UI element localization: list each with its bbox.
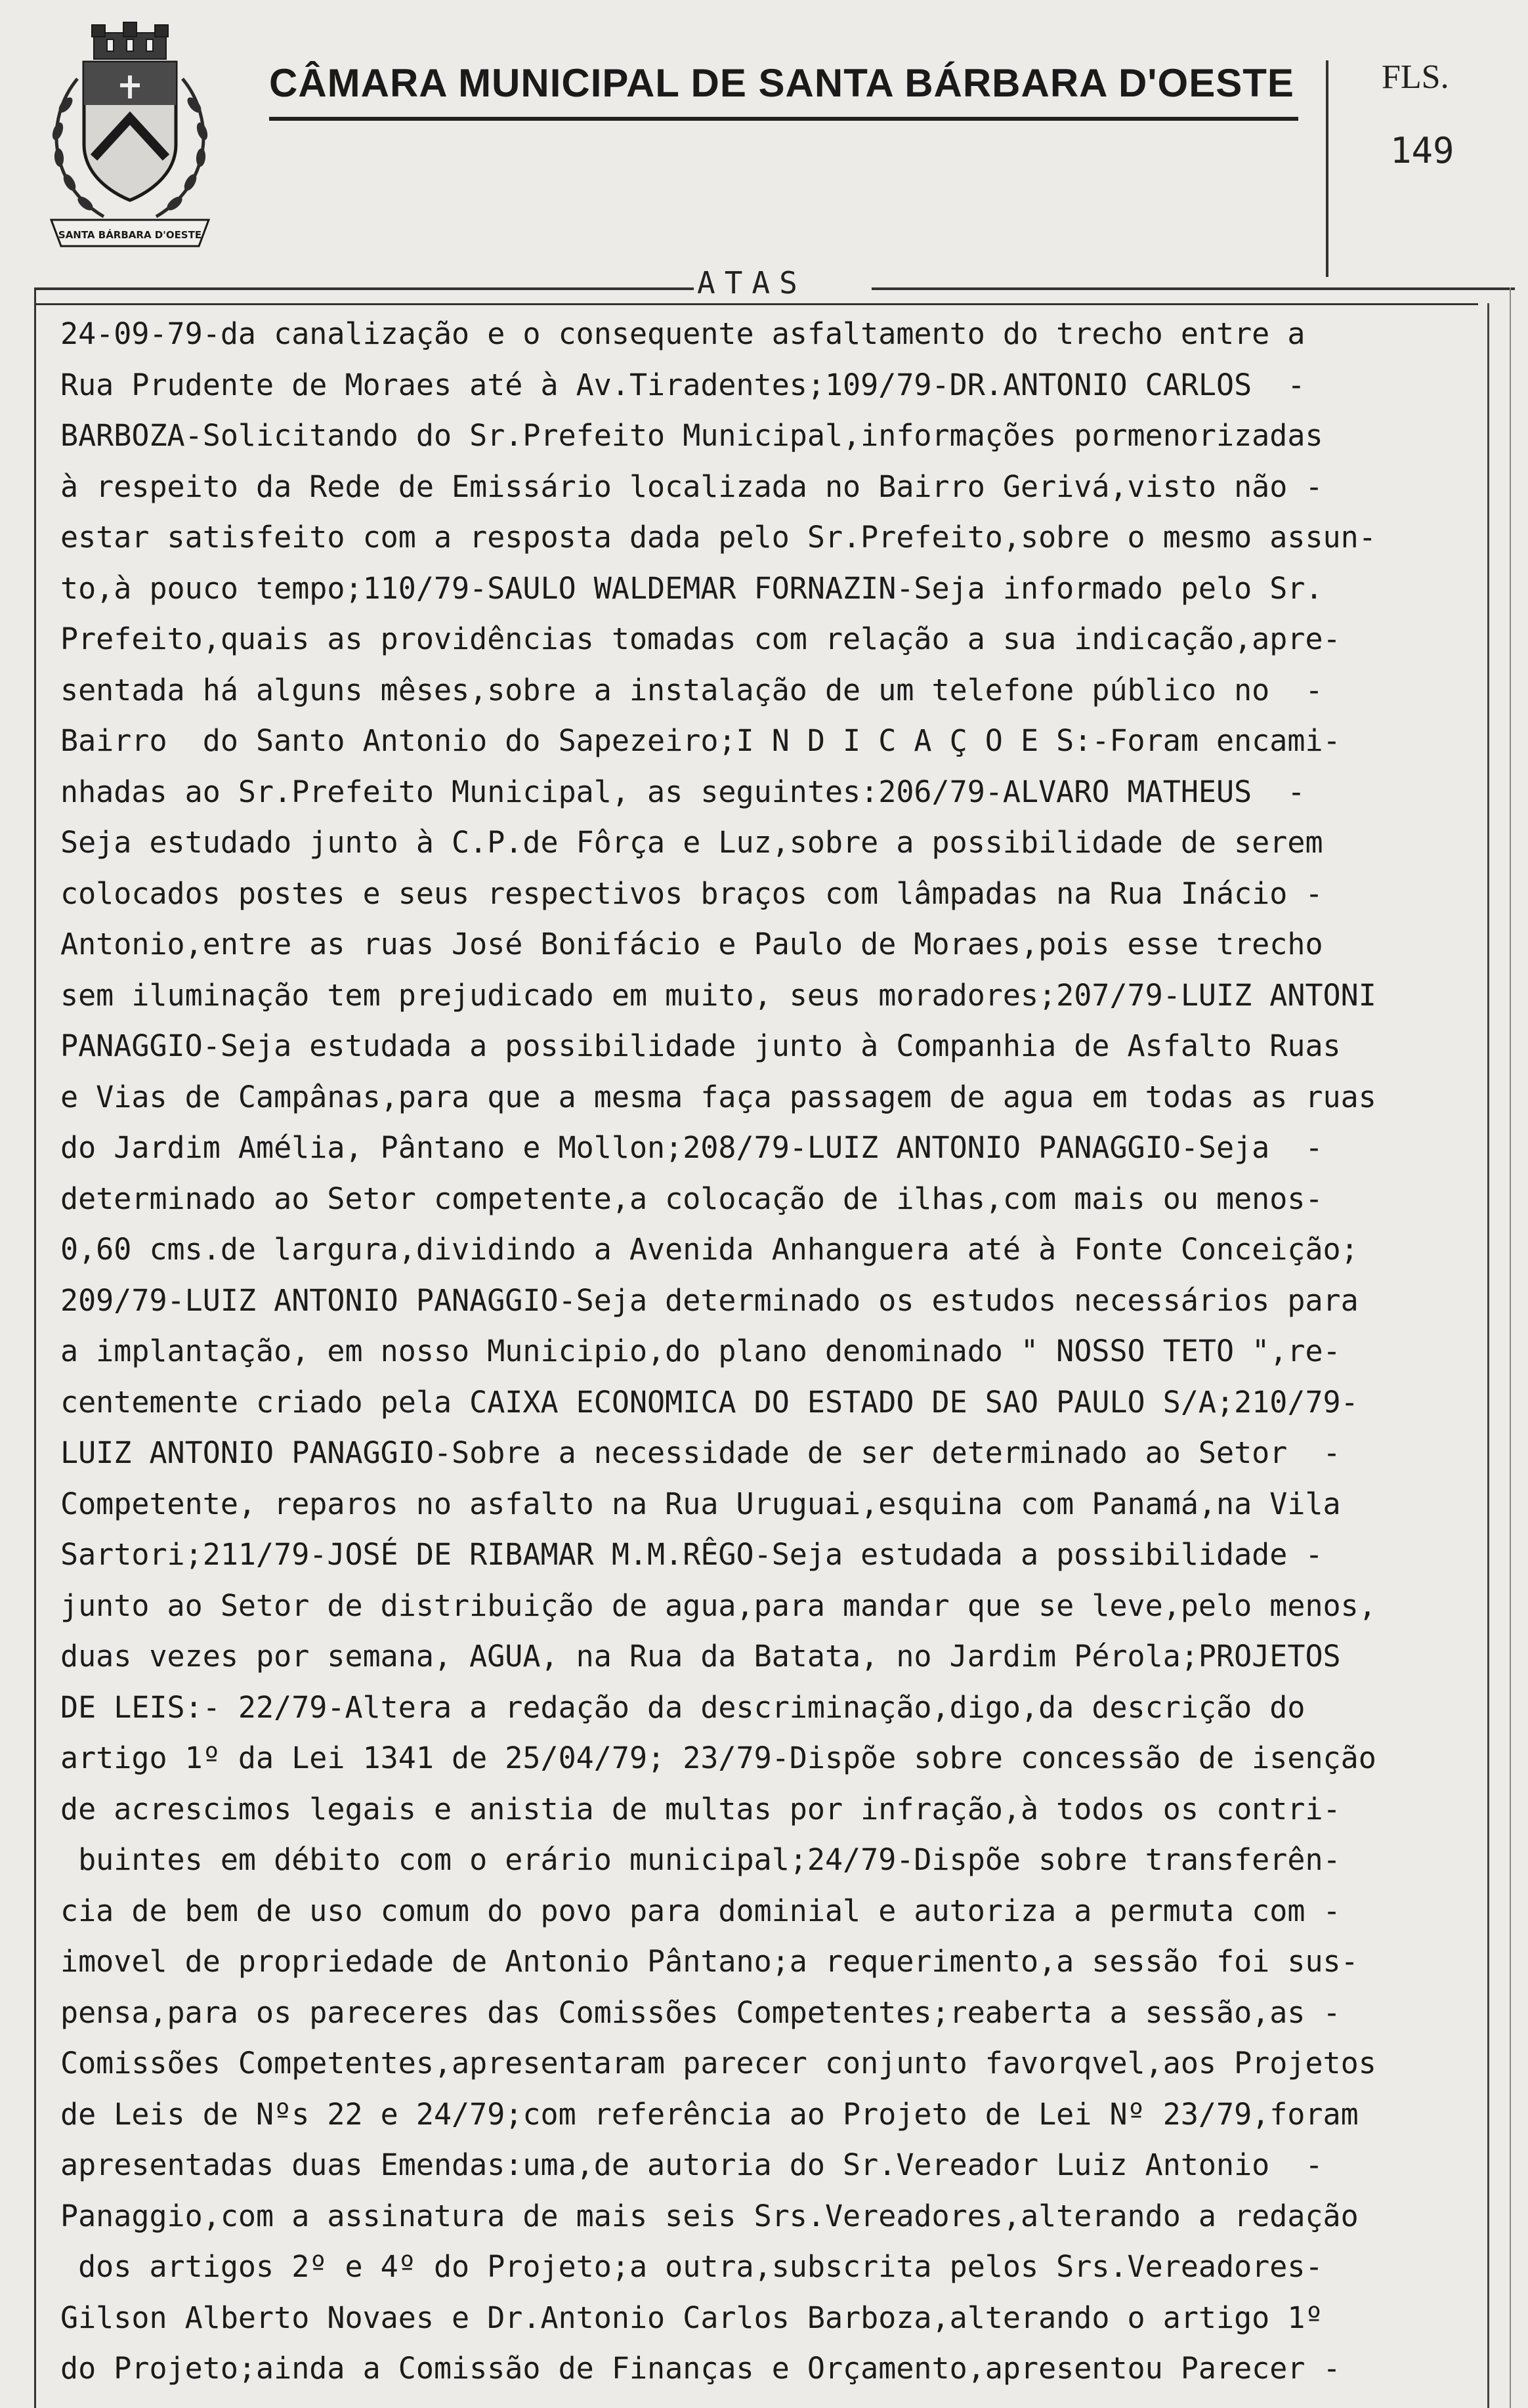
text-line: estar satisfeito com a resposta dada pelo Sr.Prefeito,sobre o mesmo assun- (60, 520, 1376, 555)
text-line: e Vias de Campânas,para que a mesma faça passagem de agua em todas as ruas (60, 1079, 1376, 1114)
text-line: duas vezes por semana, AGUA, na Rua da Batata, no Jardim Pérola;PROJETOS (60, 1639, 1341, 1674)
text-line: Comissões Competentes,apresentaram parecer conjunto favorqvel,aos Projetos (60, 2046, 1376, 2081)
text-line: a implantação, em nosso Municipio,do plano denominado " NOSSO TETO ",re- (60, 1334, 1341, 1368)
section-title: ATAS (697, 265, 807, 301)
text-line: to,à pouco tempo;110/79-SAULO WALDEMAR FORNAZIN-Seja informado pelo Sr. (60, 570, 1323, 606)
text-line: cia de bem de uso comum do povo para dominial e autoriza a permuta com - (60, 1893, 1341, 1928)
fls-label: FLS. (1382, 58, 1449, 96)
text-line: 209/79-LUIZ ANTONIO PANAGGIO-Seja determinado os estudos necessários para (60, 1282, 1359, 1318)
text-line: sentada há alguns mêses,sobre a instalação de um telefone público no - (60, 672, 1323, 708)
text-line: imovel de propriedade de Antonio Pântano;a requerimento,a sessão foi sus- (60, 1944, 1359, 1979)
text-line: Sartori;211/79-JOSÉ DE RIBAMAR M.M.RÊGO-Seja estudada a possibilidade - (60, 1537, 1323, 1572)
text-line: 0,60 cms.de largura,dividindo a Avenida Anhanguera até à Fonte Conceição; (60, 1232, 1359, 1267)
page-title: CÂMARA MUNICIPAL DE SANTA BÁRBARA D'OESTE (269, 61, 1294, 105)
crest-ribbon-text: SANTA BÁRBARA D'OESTE (58, 229, 202, 241)
text-line: pensa,para os pareceres das Comissões Competentes;reaberta a sessão,as - (60, 1995, 1341, 2030)
text-line: do Jardim Amélia, Pântano e Mollon;208/79-LUIZ ANTONIO PANAGGIO-Seja - (60, 1130, 1323, 1165)
text-line: PANAGGIO-Seja estudada a possibilidade junto à Companhia de Asfalto Ruas (60, 1028, 1341, 1063)
text-line: LUIZ ANTONIO PANAGGIO-Sobre a necessidade de ser determinado ao Setor - (60, 1435, 1341, 1470)
text-line: junto ao Setor de distribuição de agua,para mandar que se leve,pelo menos, (60, 1588, 1376, 1623)
text-line: colocados postes e seus respectivos braços com lâmpadas na Rua Inácio - (60, 876, 1323, 911)
text-line: Competente, reparos no asfalto na Rua Uruguai,esquina com Panamá,na Vila (60, 1486, 1341, 1521)
text-line: artigo 1º da Lei 1341 de 25/04/79; 23/79-Dispõe sobre concessão de isenção (60, 1741, 1376, 1775)
text-line: Gilson Alberto Novaes e Dr.Antonio Carlos Barboza,alterando o artigo 1º (60, 2300, 1323, 2335)
text-line: do Projeto;ainda a Comissão de Finanças e Orçamento,apresentou Parecer - (60, 2351, 1341, 2386)
text-line: à respeito da Rede de Emissário localizada no Bairro Gerivá,visto não - (60, 469, 1323, 504)
section-rule-right (872, 287, 1515, 290)
text-line: nhadas ao Sr.Prefeito Municipal, as seguintes:206/79-ALVARO MATHEUS - (60, 774, 1305, 809)
text-line: DE LEIS:- 22/79-Altera a redação da descriminação,digo,da descrição do (60, 1689, 1305, 1725)
text-line: Bairro do Santo Antonio do Sapezeiro;I N D I C A Ç O E S:-Foram encami- (60, 723, 1341, 758)
text-line: Prefeito,quais as providências tomadas com relação a sua indicação,apre- (60, 622, 1341, 656)
text-line: centemente criado pela CAIXA ECONOMICA DO ESTADO DE SAO PAULO S/A;210/79- (60, 1384, 1359, 1420)
text-line: sem iluminação tem prejudicado em muito, seus moradores;207/79-LUIZ ANTONI (60, 977, 1376, 1013)
frame-top-line (34, 303, 1478, 305)
text-line: de acrescimos legais e anistia de multas por infração,à todos os contri- (60, 1791, 1341, 1827)
text-line: BARBOZA-Solicitando do Sr.Prefeito Municipal,informações pormenorizadas (60, 418, 1323, 453)
header-divider (1326, 60, 1328, 277)
section-rule-left (34, 287, 694, 290)
text-line: determinado ao Setor competente,a colocação de ilhas,com mais ou menos- (60, 1181, 1323, 1216)
frame-outer-right-line (1510, 287, 1511, 2408)
text-line: Panaggio,com a assinatura de mais seis Srs.Vereadores,alterando a redação (60, 2198, 1359, 2233)
frame-left-line (34, 287, 36, 2408)
text-line: apresentadas duas Emendas:uma,de autoria do Sr.Vereador Luiz Antonio - (60, 2147, 1323, 2182)
text-line: Rua Prudente de Moraes até à Av.Tiradentes;109/79-DR.ANTONIO CARLOS - (60, 367, 1305, 402)
text-line: dos artigos 2º e 4º do Projeto;a outra,subscrita pelos Srs.Vereadores- (60, 2249, 1323, 2284)
municipal-crest-icon (32, 20, 228, 256)
text-line: Antonio,entre as ruas José Bonifácio e Paulo de Moraes,pois esse trecho (60, 927, 1323, 961)
page-number: 149 (1390, 130, 1454, 171)
text-line: de Leis de Nºs 22 e 24/79;com referência ao Projeto de Lei Nº 23/79,foram (60, 2096, 1359, 2132)
minutes-body (60, 308, 1491, 2394)
text-line: 24-09-79-da canalização e o consequente asfaltamento do trecho entre a (60, 316, 1305, 351)
title-underline (269, 117, 1298, 121)
text-line: buintes em débito com o erário municipal;24/79-Dispõe sobre transferên- (60, 1842, 1341, 1877)
text-line: Seja estudado junto à C.P.de Fôrça e Luz,sobre a possibilidade de serem (60, 825, 1323, 860)
